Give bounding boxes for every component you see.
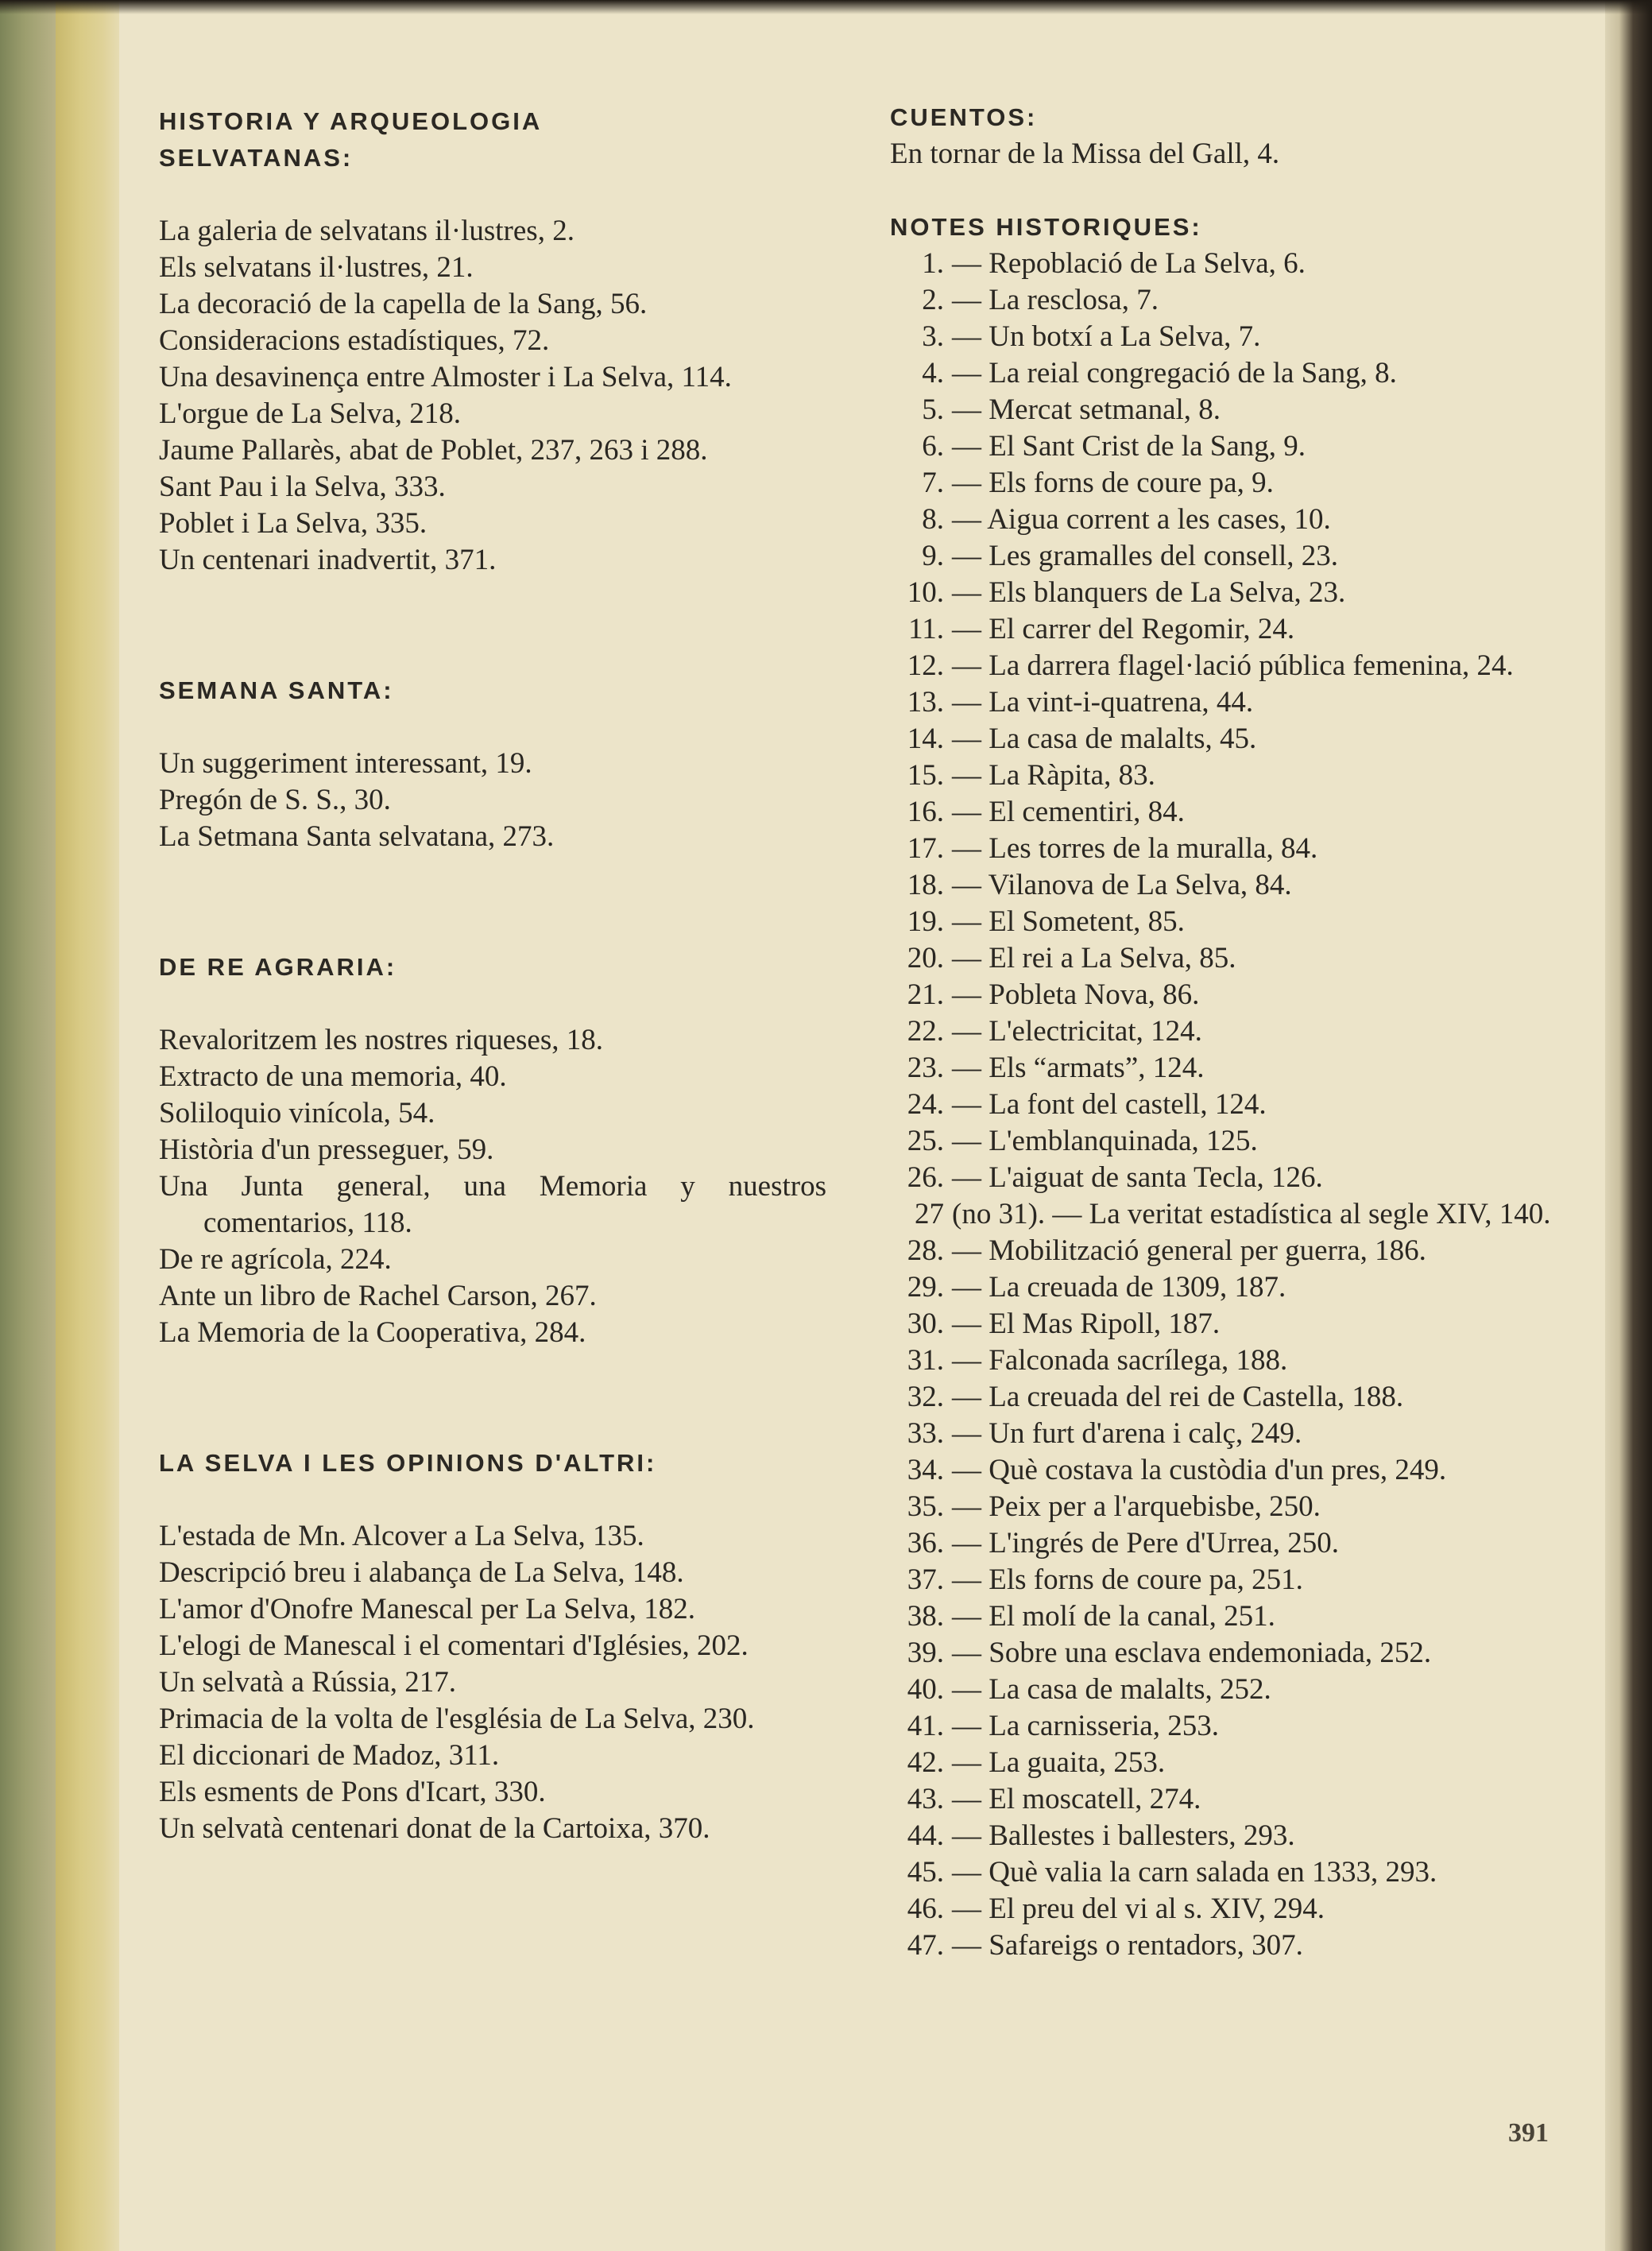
section-heading: SELVATANAS: xyxy=(159,144,354,172)
entry-number: 5. xyxy=(922,393,944,426)
entry-number: 19. xyxy=(907,905,944,938)
entry-number: 24. xyxy=(907,1088,944,1121)
numbered-entry xyxy=(890,1854,1557,1891)
entry-text: — Sobre una esclava endemoniada, 252. xyxy=(952,1637,1432,1669)
entry-text: — El rei a La Selva, 85. xyxy=(952,942,1236,974)
entry-text: — L'ingrés de Pere d'Urrea, 250. xyxy=(952,1527,1339,1559)
index-section xyxy=(159,103,826,579)
entry-text: — La vint-i-quatrena, 44. xyxy=(952,686,1254,719)
entry-number: 6. xyxy=(922,430,944,463)
entry-text: — La Ràpita, 83. xyxy=(952,759,1155,792)
entry-number: 3. xyxy=(922,320,944,353)
numbered-entry xyxy=(890,1562,1557,1598)
entry-number: 31. xyxy=(907,1344,944,1377)
numbered-entry xyxy=(890,904,1557,940)
numbered-entry xyxy=(890,502,1557,538)
index-entry: Un centenari inadvertit, 371. xyxy=(159,544,497,576)
entry-text: — El Sometent, 85. xyxy=(952,905,1185,938)
numbered-entry xyxy=(890,575,1557,611)
entry-text: — Què valia la carn salada en 1333, 293. xyxy=(952,1856,1437,1889)
entry-number: 11. xyxy=(908,613,944,645)
entry-number: 13. xyxy=(907,686,944,719)
entry-number: 23. xyxy=(907,1052,944,1084)
index-entry: Soliloquio vinícola, 54. xyxy=(159,1097,435,1129)
page-left-edge xyxy=(0,0,56,2251)
entry-number: 1. xyxy=(922,247,944,280)
numbered-entry xyxy=(890,1525,1557,1562)
index-entry: Jaume Pallarès, abat de Poblet, 237, 263 i 288. xyxy=(159,434,708,467)
entry-number: 45. xyxy=(907,1856,944,1889)
numbered-entry xyxy=(890,538,1557,575)
index-entry: La Setmana Santa selvatana, 273. xyxy=(159,820,555,853)
numbered-entry xyxy=(890,1233,1557,1269)
entry-number: 40. xyxy=(907,1673,944,1706)
entry-text: — La guaita, 253. xyxy=(952,1746,1166,1779)
numbered-entry xyxy=(890,1087,1557,1123)
entry-text: — La reial congregació de la Sang, 8. xyxy=(952,357,1397,389)
numbered-entry xyxy=(890,428,1557,465)
numbered-entry xyxy=(890,757,1557,794)
numbered-entry xyxy=(890,1818,1557,1854)
page-right-edge xyxy=(1605,0,1652,2251)
entry-number: 35. xyxy=(907,1490,944,1523)
section-heading: LA SELVA I LES OPINIONS D'ALTRI: xyxy=(159,1449,657,1477)
index-entry: Història d'un presseguer, 59. xyxy=(159,1133,494,1166)
numbered-entry xyxy=(890,319,1557,355)
numbered-entry xyxy=(890,1489,1557,1525)
entry-number: 37. xyxy=(907,1563,944,1596)
numbered-entry xyxy=(890,465,1557,502)
numbered-entry xyxy=(890,940,1557,977)
entry-text: — L'aiguat de santa Tecla, 126. xyxy=(952,1161,1323,1194)
entry-number: 10. xyxy=(907,576,944,609)
index-entry: Ante un libro de Rachel Carson, 267. xyxy=(159,1280,597,1312)
entry-text: — Les torres de la muralla, 84. xyxy=(952,832,1318,865)
index-entry: Descripció breu i alabança de La Selva, 148. xyxy=(159,1556,684,1589)
numbered-entry xyxy=(890,1160,1557,1196)
entry-text: — El cementiri, 84. xyxy=(952,796,1185,828)
entry-text: — Vilanova de La Selva, 84. xyxy=(952,869,1292,901)
numbered-entry xyxy=(890,1891,1557,1927)
entry-text: — El Sant Crist de la Sang, 9. xyxy=(952,430,1306,463)
numbered-entry xyxy=(890,1306,1557,1342)
entry-number: 21. xyxy=(907,978,944,1011)
left-column xyxy=(159,103,826,1847)
heading-spacer xyxy=(159,1482,826,1518)
entry-text: — La resclosa, 7. xyxy=(952,284,1159,316)
numbered-entry xyxy=(890,1342,1557,1379)
numbered-entry xyxy=(890,1927,1557,1964)
index-entry: Revaloritzem les nostres riqueses, 18. xyxy=(159,1024,603,1056)
entry-text: — Peix per a l'arquebisbe, 250. xyxy=(952,1490,1321,1523)
entry-number: 2. xyxy=(922,284,944,316)
numbered-entry xyxy=(890,355,1557,392)
numbered-entry xyxy=(890,1635,1557,1672)
entry-text: — Falconada sacrílega, 188. xyxy=(952,1344,1288,1377)
numbered-entry xyxy=(890,1708,1557,1745)
numbered-entry xyxy=(890,1745,1557,1781)
entry-number: 8. xyxy=(922,503,944,536)
index-entry: Una Junta general, una Memoria y nuestros comentarios, 118. xyxy=(159,1170,826,1239)
entry-number: 47. xyxy=(907,1929,944,1962)
index-entry: L'estada de Mn. Alcover a La Selva, 135. xyxy=(159,1520,644,1552)
numbered-entry xyxy=(890,1196,1557,1233)
heading-spacer xyxy=(159,986,826,1022)
entry-number: 42. xyxy=(907,1746,944,1779)
index-section xyxy=(159,1445,826,1847)
entry-text: — El moscatell, 274. xyxy=(952,1783,1201,1815)
entry-number: 33. xyxy=(907,1417,944,1450)
entry-number: 36. xyxy=(907,1527,944,1559)
index-entry: La decoració de la capella de la Sang, 56. xyxy=(159,288,648,320)
entry-text: — Un botxí a La Selva, 7. xyxy=(952,320,1261,353)
numbered-entry xyxy=(890,611,1557,648)
numbered-entry xyxy=(890,1123,1557,1160)
index-entry: Extracto de una memoria, 40. xyxy=(159,1060,507,1093)
entry-number: 12. xyxy=(907,649,944,682)
entry-number: 41. xyxy=(907,1710,944,1742)
entry-number: 25. xyxy=(907,1125,944,1157)
section-heading: HISTORIA Y ARQUEOLOGIA xyxy=(159,107,543,135)
entry-number: 17. xyxy=(907,832,944,865)
numbered-entry xyxy=(890,246,1557,282)
entry-number: 28. xyxy=(907,1234,944,1267)
entry-number: 22. xyxy=(907,1015,944,1048)
numbered-entry xyxy=(890,721,1557,757)
notes-section xyxy=(890,209,1557,1964)
section-heading: DE RE AGRARIA: xyxy=(159,953,397,981)
entry-number: 30. xyxy=(907,1308,944,1340)
right-column xyxy=(890,99,1557,1964)
section-heading: SEMANA SANTA: xyxy=(159,676,394,704)
entry-text: — Un furt d'arena i calç, 249. xyxy=(952,1417,1302,1450)
numbered-entry xyxy=(890,648,1557,684)
index-entry: Els esments de Pons d'Icart, 330. xyxy=(159,1776,546,1808)
entry-number: 20. xyxy=(907,942,944,974)
heading-spacer xyxy=(159,176,826,213)
entry-number: 39. xyxy=(907,1637,944,1669)
entry-text: — La casa de malalts, 252. xyxy=(952,1673,1271,1706)
index-entry: Una desavinença entre Almoster i La Selva, 114. xyxy=(159,361,732,393)
entry-number: 44. xyxy=(907,1819,944,1852)
entry-text: — Repoblació de La Selva, 6. xyxy=(952,247,1306,280)
entry-number: 18. xyxy=(907,869,944,901)
entry-number: 26. xyxy=(907,1161,944,1194)
numbered-entry xyxy=(890,1598,1557,1635)
entry-number: 14. xyxy=(907,723,944,755)
entry-text: — L'emblanquinada, 125. xyxy=(952,1125,1258,1157)
entry-number: 9. xyxy=(922,540,944,572)
section-heading: NOTES HISTORIQUES: xyxy=(890,213,1202,241)
numbered-entry xyxy=(890,1013,1557,1050)
numbered-entry xyxy=(890,1672,1557,1708)
entry-text: — Pobleta Nova, 86. xyxy=(952,978,1200,1011)
entry-text: — Els forns de coure pa, 9. xyxy=(952,467,1274,499)
entry-number: 43. xyxy=(907,1783,944,1815)
entry-text: — La creuada de 1309, 187. xyxy=(952,1271,1286,1304)
numbered-entry xyxy=(890,977,1557,1013)
entry-text: — Els “armats”, 124. xyxy=(952,1052,1205,1084)
entry-number: 4. xyxy=(922,357,944,389)
entry-text: (no 31). — La veritat estadística al segle XIV, 140. xyxy=(952,1198,1551,1230)
heading-spacer xyxy=(159,709,826,746)
entry-text: — La carnisseria, 253. xyxy=(952,1710,1219,1742)
entry-text: — L'electricitat, 124. xyxy=(952,1015,1202,1048)
entry-text: — Ballestes i ballesters, 293. xyxy=(952,1819,1295,1852)
index-entry: L'elogi de Manescal i el comentari d'Iglésies, 202. xyxy=(159,1629,749,1662)
entry-text: — Aigua corrent a les cases, 10. xyxy=(952,503,1331,536)
index-entry: Un suggeriment interessant, 19. xyxy=(159,747,532,780)
entry-text: — Les gramalles del consell, 23. xyxy=(952,540,1339,572)
entry-number: 27 xyxy=(915,1198,944,1230)
index-entry: La galeria de selvatans il·lustres, 2. xyxy=(159,215,575,247)
section-spacer xyxy=(890,172,1557,209)
section-heading: CUENTOS: xyxy=(890,103,1038,131)
entry-number: 46. xyxy=(907,1893,944,1925)
entry-text: — La creuada del rei de Castella, 188. xyxy=(952,1381,1404,1413)
numbered-entry xyxy=(890,1269,1557,1306)
index-entry: Sant Pau i la Selva, 333. xyxy=(159,471,446,503)
entry-number: 16. xyxy=(907,796,944,828)
numbered-entry xyxy=(890,684,1557,721)
index-entry: De re agrícola, 224. xyxy=(159,1243,392,1276)
numbered-entry xyxy=(890,1781,1557,1818)
cuentos-section xyxy=(890,99,1557,172)
numbered-entry xyxy=(890,1416,1557,1452)
numbered-entry xyxy=(890,867,1557,904)
numbered-entry xyxy=(890,282,1557,319)
entry-number: 29. xyxy=(907,1271,944,1304)
index-section xyxy=(159,949,826,1351)
entry-text: — El preu del vi al s. XIV, 294. xyxy=(952,1893,1325,1925)
entry-text: — Els forns de coure pa, 251. xyxy=(952,1563,1303,1596)
index-entry: Pregón de S. S., 30. xyxy=(159,784,391,816)
entry-number: 38. xyxy=(907,1600,944,1633)
page-number: 391 xyxy=(1508,2118,1549,2148)
index-entry: Consideracions estadístiques, 72. xyxy=(159,324,550,357)
entry-text: — La darrera flagel·lació pública femenina, 24. xyxy=(952,649,1514,682)
numbered-entry xyxy=(890,1452,1557,1489)
index-entry: Els selvatans il·lustres, 21. xyxy=(159,251,474,284)
index-entry: L'amor d'Onofre Manescal per La Selva, 182. xyxy=(159,1593,695,1625)
index-section xyxy=(159,672,826,855)
index-entry: Un selvatà centenari donat de la Cartoixa, 370. xyxy=(159,1812,710,1845)
index-entry: Primacia de la volta de l'església de La Selva, 230. xyxy=(159,1703,755,1735)
index-entry: L'orgue de La Selva, 218. xyxy=(159,397,461,430)
section-spacer xyxy=(159,1351,826,1445)
numbered-entry xyxy=(890,831,1557,867)
entry-text: — El Mas Ripoll, 187. xyxy=(952,1308,1221,1340)
entry-number: 34. xyxy=(907,1454,944,1486)
entry-text: — El carrer del Regomir, 24. xyxy=(952,613,1295,645)
index-entry: La Memoria de la Cooperativa, 284. xyxy=(159,1316,586,1349)
entry-text: — Els blanquers de La Selva, 23. xyxy=(952,576,1346,609)
entry-text: — Mobilització general per guerra, 186. xyxy=(952,1234,1426,1267)
entry-number: 7. xyxy=(922,467,944,499)
numbered-entry xyxy=(890,392,1557,428)
index-entry: Poblet i La Selva, 335. xyxy=(159,507,428,540)
entry-number: 32. xyxy=(907,1381,944,1413)
entry-text: — Mercat setmanal, 8. xyxy=(952,393,1221,426)
top-shadow xyxy=(0,0,1652,14)
numbered-entry xyxy=(890,794,1557,831)
entry-text: — La casa de malalts, 45. xyxy=(952,723,1257,755)
numbered-entry xyxy=(890,1050,1557,1087)
entry-text: — El molí de la canal, 251. xyxy=(952,1600,1275,1633)
section-spacer xyxy=(159,579,826,672)
section-spacer xyxy=(159,855,826,949)
entry-text: — Safareigs o rentadors, 307. xyxy=(952,1929,1303,1962)
numbered-entry xyxy=(890,1379,1557,1416)
entry-number: 15. xyxy=(907,759,944,792)
index-entry: En tornar de la Missa del Gall, 4. xyxy=(890,138,1280,170)
entry-text: — Què costava la custòdia d'un pres, 249. xyxy=(952,1454,1447,1486)
index-entry: El diccionari de Madoz, 311. xyxy=(159,1739,500,1772)
entry-text: — La font del castell, 124. xyxy=(952,1088,1267,1121)
book-binding-strip xyxy=(56,0,119,2251)
index-entry: Un selvatà a Rússia, 217. xyxy=(159,1666,457,1699)
